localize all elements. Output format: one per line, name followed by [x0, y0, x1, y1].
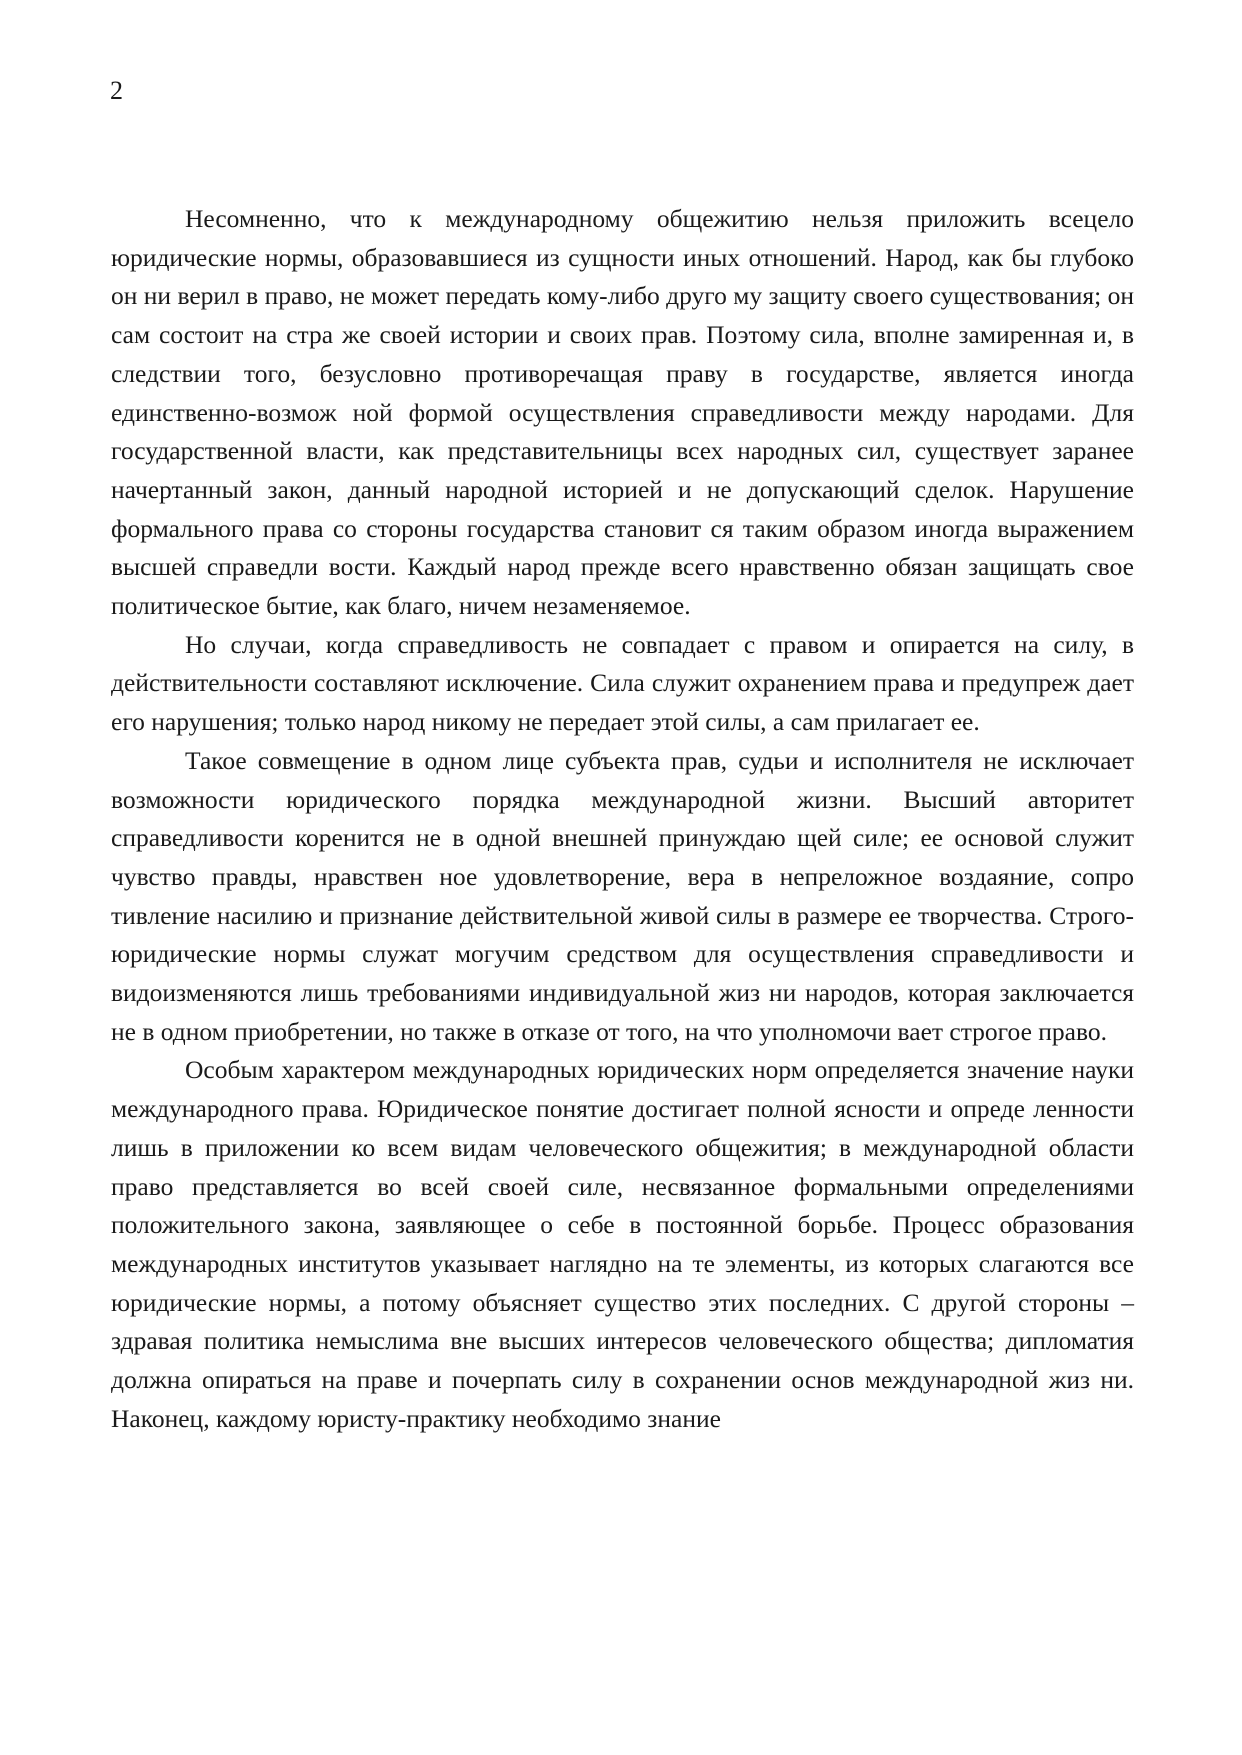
paragraph: Несомненно, что к международному общежитию нельзя приложить всецело юридические нормы, образовавшиеся из сущности иных отношений. Народ, как бы глубоко он ни верил в право, не может передать кому-либо друго му защиту своего существования; он сам состоит на стра же своей истории и своих прав. Поэтому сила, вполне замиренная и, в следствии того, безусловно противоречащая праву в государстве, является иногда единственно-возмож ной формой осуществления справедливости между народами. Для государственной власти, как представительницы всех народных сил, существует заранее начертанный закон, данный народной историей и не допускающий сделок. Нарушение формального права со стороны государства становит ся таким образом иногда выражением высшей справедли вости. Каждый народ прежде всего нравственно обязан защищать свое политическое бытие, как благо, ничем незаменяемое.: [111, 204, 1134, 621]
page-number: 2: [110, 76, 123, 105]
paragraph: Особым характером международных юридических норм определяется значение науки международного права. Юридическое понятие достигает полной ясности и опреде ленности лишь в приложении ко всем видам человеческого общежития; в международной области право представляется во всей своей силе, несвязанное формальными определениями положительного закона, заявляющее о себе в постоянной борьбе. Процесс образования международных институтов указывает наглядно на те элементы, из которых слагаются все юридические нормы, а потому объясняет существо этих последних. С другой стороны – здравая политика немыслима вне высших интересов человеческого общества; дипломатия должна опираться на праве и почерпать силу в сохранении основ международной жиз ни. Наконец, каждому юристу-практику необходимо знание: [111, 1055, 1134, 1433]
paragraph: Но случаи, когда справедливость не совпадает с правом и опирается на силу, в действительности составляют исключение. Сила служит охранением права и предупреж дает его нарушения; только народ никому не передает этой силы, а сам прилагает ее.: [111, 629, 1134, 737]
body-text: [111, 200, 1134, 1439]
paragraph: Такое совмещение в одном лице субъекта прав, судьи и исполнителя не исключает возможности юридического порядка международной жизни. Высший авторитет справедливости коренится не в одной внешней принуждаю щей силе; ее основой служит чувство правды, нравствен ное удовлетворение, вера в непреложное воздаяние, сопро тивление насилию и признание действительной живой силы в размере ее творчества. Строго-юридические нормы служат могучим средством для осуществления справедливости и видоизменяются лишь требованиями индивидуальной жиз ни народов, которая заключается не в одном приобретении, но также в отказе от того, на что уполномочи вает строгое право.: [111, 745, 1134, 1046]
